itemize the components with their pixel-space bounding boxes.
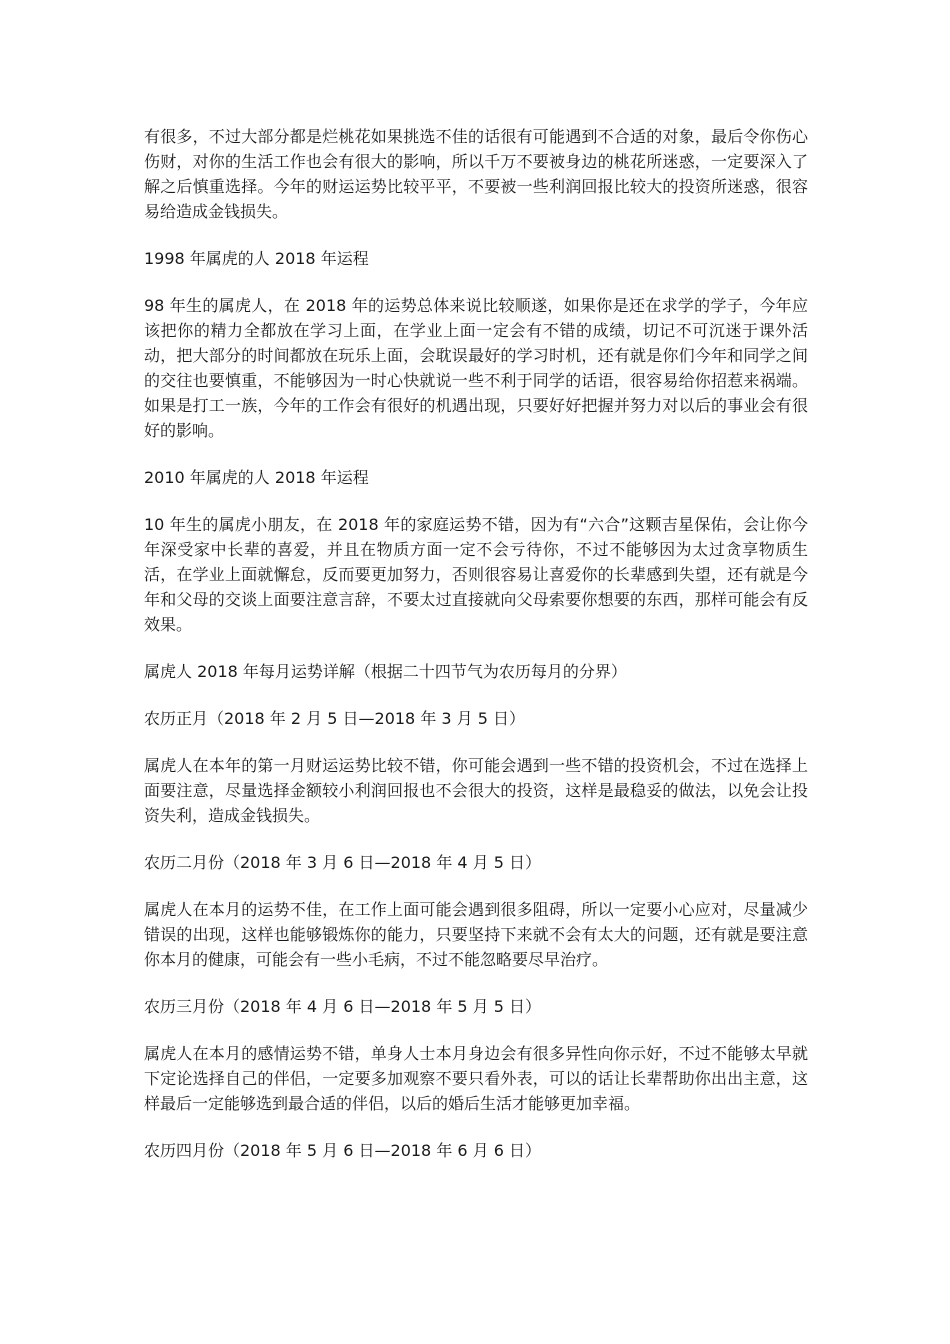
body-paragraph: 属虎人在本年的第一月财运运势比较不错，你可能会遇到一些不错的投资机会，不过在选择上面要注意，尽量选择金额较小利润回报也不会很大的投资，这样是最稳妥的做法，以免会让投资失利，造成金钱损失。 [144,756,808,825]
document-page [144,124,808,1185]
body-paragraph: 98 年生的属虎人，在 2018 年的运势总体来说比较顺遂，如果你是还在求学的学子，今年应该把你的精力全都放在学习上面，在学业上面一定会有不错的成绩，切记不可沉迷于课外活动，把大部分的时间都放在玩乐上面，会耽误最好的学习时机，还有就是你们今年和同学之间的交往也要慎重，不能够因为一时心快就说一些不利于同学的话语，很容易给你招惹来祸端。如果是打工一族，今年的工作会有很好的机遇出现，只要好好把握并努力对以后的事业会有很好的影响。 [144,296,808,440]
section-heading-1998: 1998 年属虎的人 2018 年运程 [144,249,369,268]
body-paragraph: 有很多，不过大部分都是烂桃花如果挑选不佳的话很有可能遇到不合适的对象，最后令你伤心伤财，对你的生活工作也会有很大的影响，所以千万不要被身边的桃花所迷惑，一定要深入了解之后慎重选择。今年的财运运势比较平平，不要被一些利润回报比较大的投资所迷惑，很容易给造成金钱损失。 [144,127,808,221]
body-paragraph: 属虎人在本月的运势不佳，在工作上面可能会遇到很多阻碍，所以一定要小心应对，尽量减少错误的出现，这样也能够锻炼你的能力，只要坚持下来就不会有太大的问题，还有就是要注意你本月的健康，可能会有一些小毛病，不过不能忽略要尽早治疗。 [144,900,808,969]
section-heading-2010: 2010 年属虎的人 2018 年运程 [144,468,369,487]
month-heading-2: 农历二月份（2018 年 3 月 6 日—2018 年 4 月 5 日） [144,853,542,872]
month-heading-4: 农历四月份（2018 年 5 月 6 日—2018 年 6 月 6 日） [144,1141,542,1160]
body-paragraph: 属虎人在本月的感情运势不错，单身人士本月身边会有很多异性向你示好，不过不能够太早就下定论选择自己的伴侣，一定要多加观察不要只看外表，可以的话让长辈帮助你出出主意，这样最后一定能够选到最合适的伴侣，以后的婚后生活才能够更加幸福。 [144,1044,808,1113]
body-paragraph: 10 年生的属虎小朋友，在 2018 年的家庭运势不错，因为有“六合”这颗吉星保佑，会让你今年深受家中长辈的喜爱，并且在物质方面一定不会亏待你，不过不能够因为太过贪享物质生活，在学业上面就懈怠，反而要更加努力，否则很容易让喜爱你的长辈感到失望，还有就是今年和父母的交谈上面要注意言辞，不要太过直接就向父母索要你想要的东西，那样可能会有反效果。 [144,515,808,634]
month-heading-1: 农历正月（2018 年 2 月 5 日—2018 年 3 月 5 日） [144,709,526,728]
month-heading-3: 农历三月份（2018 年 4 月 6 日—2018 年 5 月 5 日） [144,997,542,1016]
section-heading-monthly: 属虎人 2018 年每月运势详解（根据二十四节气为农历每月的分界） [144,662,627,681]
